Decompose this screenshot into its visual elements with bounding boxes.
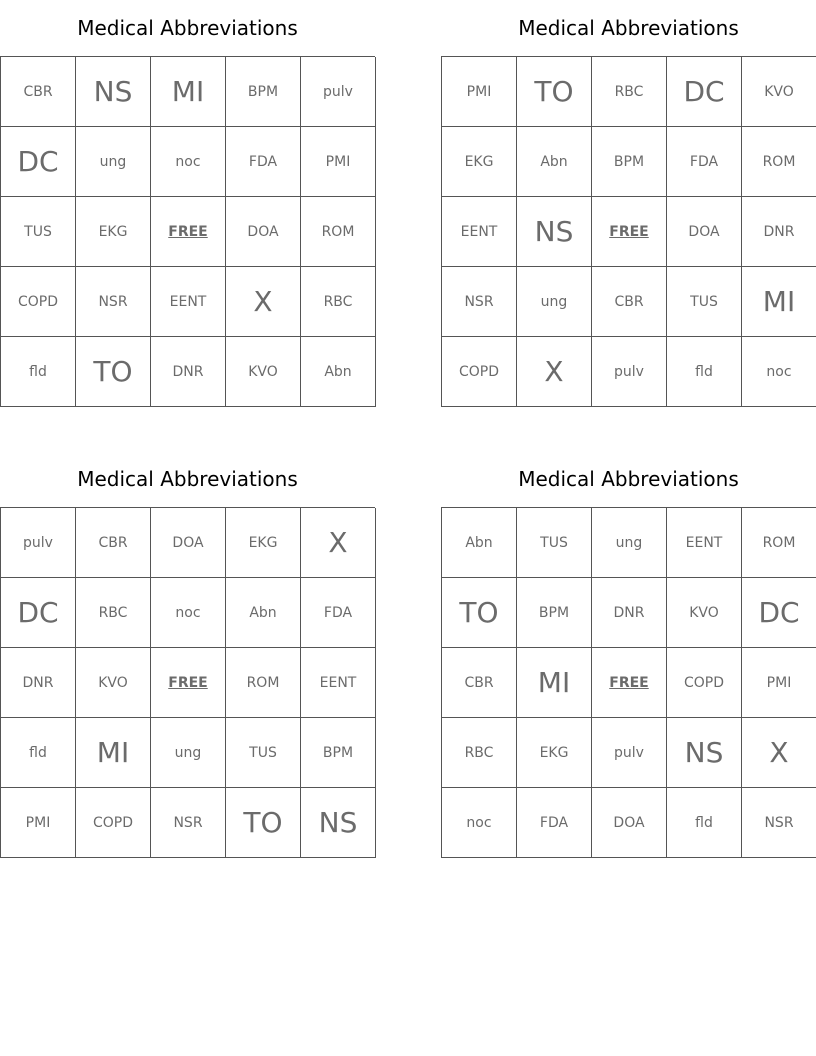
bingo-cell: RBC [592, 57, 667, 127]
bingo-cell: Abn [517, 127, 592, 197]
free-space-cell: FREE [151, 197, 226, 267]
bingo-cell: CBR [592, 267, 667, 337]
bingo-cell: DC [1, 578, 76, 648]
bingo-cell: MI [151, 57, 226, 127]
bingo-cell: COPD [667, 648, 742, 718]
bingo-cell: X [301, 508, 376, 578]
bingo-cell: TO [226, 788, 301, 858]
bingo-cell: X [742, 718, 816, 788]
bingo-cell: NSR [76, 267, 151, 337]
bingo-cell: BPM [517, 578, 592, 648]
bingo-cell: TUS [667, 267, 742, 337]
bingo-cell: EENT [442, 197, 517, 267]
bingo-cell: DNR [592, 578, 667, 648]
bingo-cell: fld [1, 718, 76, 788]
bingo-cell: fld [1, 337, 76, 407]
bingo-cell: ROM [301, 197, 376, 267]
bingo-card-2 [441, 0, 816, 407]
bingo-cell: PMI [1, 788, 76, 858]
bingo-cell: CBR [442, 648, 517, 718]
bingo-grid [441, 56, 816, 407]
bingo-cell: CBR [1, 57, 76, 127]
bingo-cell: MI [517, 648, 592, 718]
bingo-cell: DC [1, 127, 76, 197]
bingo-cell: MI [742, 267, 816, 337]
bingo-cell: KVO [742, 57, 816, 127]
bingo-cell: pulv [592, 337, 667, 407]
bingo-grid [0, 507, 375, 858]
bingo-cell: noc [742, 337, 816, 407]
bingo-cell: EKG [442, 127, 517, 197]
bingo-cell: noc [151, 578, 226, 648]
bingo-cell: KVO [76, 648, 151, 718]
bingo-card-3 [0, 451, 375, 858]
bingo-cell: NS [301, 788, 376, 858]
bingo-cell: KVO [226, 337, 301, 407]
bingo-cell: ROM [742, 508, 816, 578]
bingo-card-4 [441, 451, 816, 858]
bingo-cell: fld [667, 337, 742, 407]
bingo-cell: Abn [442, 508, 517, 578]
bingo-cell: TUS [226, 718, 301, 788]
bingo-cell: NSR [742, 788, 816, 858]
bingo-cell: Abn [226, 578, 301, 648]
bingo-grid [0, 56, 375, 407]
bingo-cell: FDA [517, 788, 592, 858]
free-space-cell: FREE [592, 197, 667, 267]
bingo-cell: ROM [742, 127, 816, 197]
bingo-cell: DOA [226, 197, 301, 267]
bingo-cell: MI [76, 718, 151, 788]
bingo-cell: PMI [301, 127, 376, 197]
bingo-cell: BPM [301, 718, 376, 788]
bingo-grid [441, 507, 816, 858]
bingo-cell: X [226, 267, 301, 337]
bingo-cell: NS [517, 197, 592, 267]
bingo-cell: EENT [667, 508, 742, 578]
bingo-cell: NS [76, 57, 151, 127]
bingo-cell: EKG [226, 508, 301, 578]
bingo-cell: X [517, 337, 592, 407]
bingo-cell: ung [76, 127, 151, 197]
bingo-cell: DC [742, 578, 816, 648]
bingo-cell: ROM [226, 648, 301, 718]
bingo-cell: noc [151, 127, 226, 197]
bingo-cell: ung [517, 267, 592, 337]
bingo-card-1 [0, 0, 375, 407]
bingo-cell: pulv [1, 508, 76, 578]
bingo-cell: NS [667, 718, 742, 788]
bingo-cell: ung [592, 508, 667, 578]
bingo-cell: EKG [517, 718, 592, 788]
bingo-cell: FDA [226, 127, 301, 197]
bingo-cell: DOA [592, 788, 667, 858]
bingo-cell: DNR [1, 648, 76, 718]
bingo-cell: NSR [151, 788, 226, 858]
bingo-cell: DNR [151, 337, 226, 407]
bingo-cell: TO [442, 578, 517, 648]
bingo-cell: DOA [151, 508, 226, 578]
bingo-cell: Abn [301, 337, 376, 407]
card-title: Medical Abbreviations [77, 16, 298, 40]
free-space-cell: FREE [151, 648, 226, 718]
bingo-cell: PMI [442, 57, 517, 127]
bingo-cell: RBC [76, 578, 151, 648]
bingo-cell: FDA [301, 578, 376, 648]
bingo-cell: fld [667, 788, 742, 858]
bingo-cell: DC [667, 57, 742, 127]
bingo-cell: BPM [592, 127, 667, 197]
bingo-cell: RBC [442, 718, 517, 788]
bingo-cell: PMI [742, 648, 816, 718]
bingo-cell: ung [151, 718, 226, 788]
bingo-cell: COPD [76, 788, 151, 858]
card-title: Medical Abbreviations [518, 16, 739, 40]
bingo-cell: CBR [76, 508, 151, 578]
bingo-cell: FDA [667, 127, 742, 197]
bingo-cell: EKG [76, 197, 151, 267]
bingo-cell: COPD [1, 267, 76, 337]
card-title: Medical Abbreviations [77, 467, 298, 491]
bingo-cell: TUS [517, 508, 592, 578]
bingo-cell: EENT [301, 648, 376, 718]
bingo-cell: RBC [301, 267, 376, 337]
free-space-cell: FREE [592, 648, 667, 718]
bingo-cell: pulv [592, 718, 667, 788]
bingo-cell: KVO [667, 578, 742, 648]
bingo-cell: TO [76, 337, 151, 407]
bingo-cell: noc [442, 788, 517, 858]
bingo-cell: COPD [442, 337, 517, 407]
bingo-cell: EENT [151, 267, 226, 337]
card-title: Medical Abbreviations [518, 467, 739, 491]
bingo-cell: pulv [301, 57, 376, 127]
bingo-cell: DOA [667, 197, 742, 267]
bingo-cell: TUS [1, 197, 76, 267]
bingo-cell: DNR [742, 197, 816, 267]
bingo-cell: NSR [442, 267, 517, 337]
bingo-cell: TO [517, 57, 592, 127]
bingo-cell: BPM [226, 57, 301, 127]
